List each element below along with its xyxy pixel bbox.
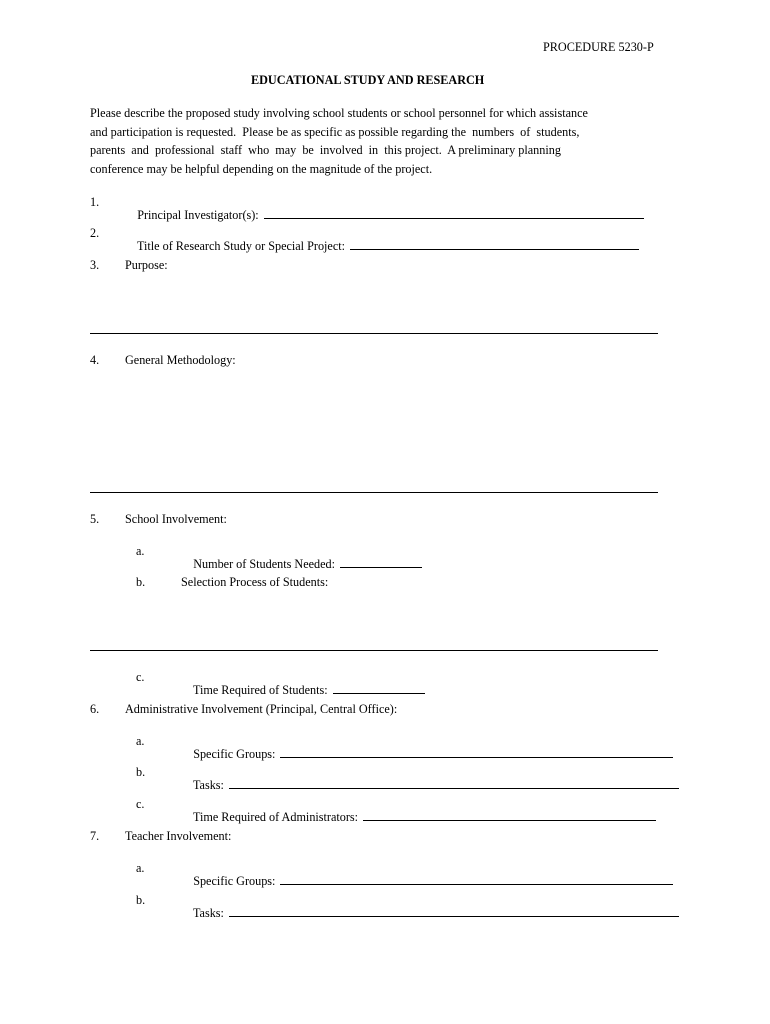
student-time-field[interactable] bbox=[333, 683, 425, 694]
admin-groups-field[interactable] bbox=[280, 747, 673, 758]
project-title-field[interactable] bbox=[350, 239, 639, 250]
intro-line: parents and professional staff who may be involved in this project. A preliminary planning bbox=[90, 143, 561, 158]
item-number: 4. bbox=[90, 353, 100, 367]
admin-time-field[interactable] bbox=[363, 810, 656, 821]
sub-item-letter: a. bbox=[136, 734, 145, 748]
form-title: EDUCATIONAL STUDY AND RESEARCH bbox=[251, 73, 485, 87]
item-number: 1. bbox=[90, 195, 100, 209]
admin-tasks-label: Tasks: bbox=[192, 778, 224, 793]
procedure-number: PROCEDURE 5230-P bbox=[543, 40, 654, 54]
teacher-tasks-label: Tasks: bbox=[192, 906, 224, 921]
item-number: 7. bbox=[90, 829, 100, 843]
purpose-answer-line[interactable] bbox=[90, 333, 658, 334]
sub-item-letter: c. bbox=[136, 670, 145, 684]
students-needed-field[interactable] bbox=[340, 557, 422, 568]
sub-item-letter: a. bbox=[136, 861, 145, 875]
sub-item-letter: c. bbox=[136, 797, 145, 811]
item-number: 6. bbox=[90, 702, 100, 716]
teacher-tasks-field[interactable] bbox=[229, 906, 679, 917]
teacher-groups-field[interactable] bbox=[280, 874, 673, 885]
selection-process-label: Selection Process of Students: bbox=[181, 575, 329, 589]
teacher-involvement-label: Teacher Involvement: bbox=[125, 829, 232, 843]
admin-time-label: Time Required of Administrators: bbox=[192, 810, 359, 825]
intro-line: conference may be helpful depending on the magnitude of the project. bbox=[90, 162, 433, 177]
intro-line: Please describe the proposed study involving school students or school personnel for which assistance bbox=[90, 106, 588, 120]
teacher-groups-label: Specific Groups: bbox=[193, 874, 276, 889]
students-needed-label: Number of Students Needed: bbox=[193, 557, 336, 572]
teacher-tasks-row bbox=[181, 894, 679, 932]
item-number: 3. bbox=[90, 258, 100, 272]
purpose-label: Purpose: bbox=[125, 258, 168, 272]
principal-investigator-label: Principal Investigator(s): bbox=[137, 208, 259, 223]
sub-item-letter: b. bbox=[136, 893, 146, 907]
school-involvement-label: School Involvement: bbox=[125, 512, 227, 526]
project-title-row bbox=[125, 227, 639, 265]
project-title-label: Title of Research Study or Special Project: bbox=[136, 239, 346, 254]
administrative-involvement-label: Administrative Involvement (Principal, Central Office): bbox=[125, 702, 398, 716]
student-time-label: Time Required of Students: bbox=[192, 683, 328, 698]
admin-tasks-field[interactable] bbox=[229, 778, 679, 789]
sub-item-letter: a. bbox=[136, 544, 145, 558]
item-number: 2. bbox=[90, 226, 100, 240]
principal-investigator-field[interactable] bbox=[264, 208, 644, 219]
selection-process-answer-line[interactable] bbox=[90, 650, 658, 651]
methodology-label: General Methodology: bbox=[125, 353, 236, 367]
item-number: 5. bbox=[90, 512, 100, 526]
sub-item-letter: b. bbox=[136, 575, 146, 589]
methodology-answer-line[interactable] bbox=[90, 492, 658, 493]
admin-time-row bbox=[181, 798, 656, 836]
admin-groups-label: Specific Groups: bbox=[193, 747, 276, 762]
intro-paragraph bbox=[90, 104, 670, 179]
sub-item-letter: b. bbox=[136, 765, 146, 779]
intro-line: and participation is requested. Please be as specific as possible regarding the numbers of students, bbox=[90, 124, 580, 139]
